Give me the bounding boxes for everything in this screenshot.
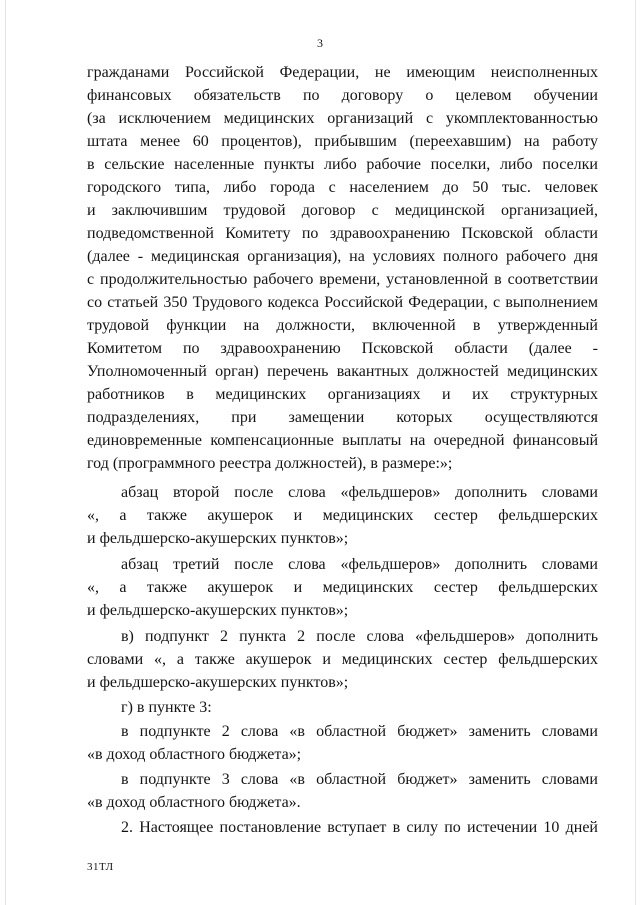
- text-line: год (программного реестра должностей), в размере:»;: [87, 455, 453, 472]
- text-line: и заключившим трудовой договор с медицинской организацией,: [87, 202, 598, 219]
- text-line: и фельдшерско-акушерских пунктов»;: [87, 530, 349, 547]
- text-line: гражданами Российской Федерации, не имеющим неисполненных: [87, 64, 598, 81]
- text-line: подведомственной Комитету по здравоохранению Псковской области: [87, 225, 598, 242]
- text-line: городского типа, либо города с населением до 50 тыс. человек: [87, 179, 598, 196]
- text-line: «, а также акушерок и медицинских сестер фельдшерских: [87, 507, 598, 524]
- text-line: абзац третий после слова «фельдшеров» дополнить словами: [121, 556, 598, 573]
- footer-code: 31ТЛ: [87, 861, 114, 873]
- text-line: Комитетом по здравоохранению Псковской области (далее -: [87, 340, 598, 357]
- text-line: «в доход областного бюджета»;: [87, 746, 302, 763]
- text-line: в подпункте 2 слова «в областной бюджет» заменить словами: [121, 723, 598, 740]
- text-line: (за исключением медицинских организаций с укомплектованностью: [87, 110, 598, 127]
- text-line: со статьей 350 Трудового кодекса Российской Федерации, с выполнением: [87, 294, 598, 311]
- page-number: 3: [317, 36, 323, 50]
- text-line: г) в пункте 3:: [121, 699, 212, 716]
- text-line: в подпункте 3 слова «в областной бюджет» заменить словами: [121, 771, 598, 788]
- scan-edge-left: [5, 0, 6, 905]
- text-line: 2. Настоящее постановление вступает в силу по истечении 10 дней: [121, 819, 598, 836]
- text-line: финансовых обязательств по договору о целевом обучении: [87, 87, 598, 104]
- text-line: в сельские населенные пункты либо рабочие поселки, либо поселки: [87, 156, 598, 173]
- text-line: и фельдшерско-акушерских пунктов»;: [87, 674, 349, 691]
- text-line: единовременные компенсационные выплаты на очередной финансовый: [87, 432, 598, 449]
- text-line: трудовой функции на должности, включенной в утвержденный: [87, 317, 598, 334]
- text-line: с продолжительностью рабочего времени, установленной в соответствии: [87, 271, 598, 288]
- text-line: «в доход областного бюджета».: [87, 794, 301, 811]
- text-line: (далее - медицинская организация), на условиях полного рабочего дня: [87, 248, 598, 265]
- text-line: работников в медицинских организациях и их структурных: [87, 386, 598, 403]
- text-line: и фельдшерско-акушерских пунктов»;: [87, 602, 349, 619]
- text-line: в) подпункт 2 пункта 2 после слова «фельдшеров» дополнить: [121, 628, 598, 645]
- text-line: штата менее 60 процентов), прибывшим (переехавшим) на работу: [87, 133, 598, 150]
- text-line: Уполномоченный орган) перечень вакантных должностей медицинских: [87, 363, 598, 380]
- scan-edge-right: [635, 0, 636, 905]
- text-line: словами «, а также акушерок и медицинских сестер фельдшерских: [87, 651, 598, 668]
- text-line: абзац второй после слова «фельдшеров» дополнить словами: [121, 484, 598, 501]
- text-line: подразделениях, при замещении которых осуществляются: [87, 409, 598, 426]
- text-line: «, а также акушерок и медицинских сестер фельдшерских: [87, 579, 598, 596]
